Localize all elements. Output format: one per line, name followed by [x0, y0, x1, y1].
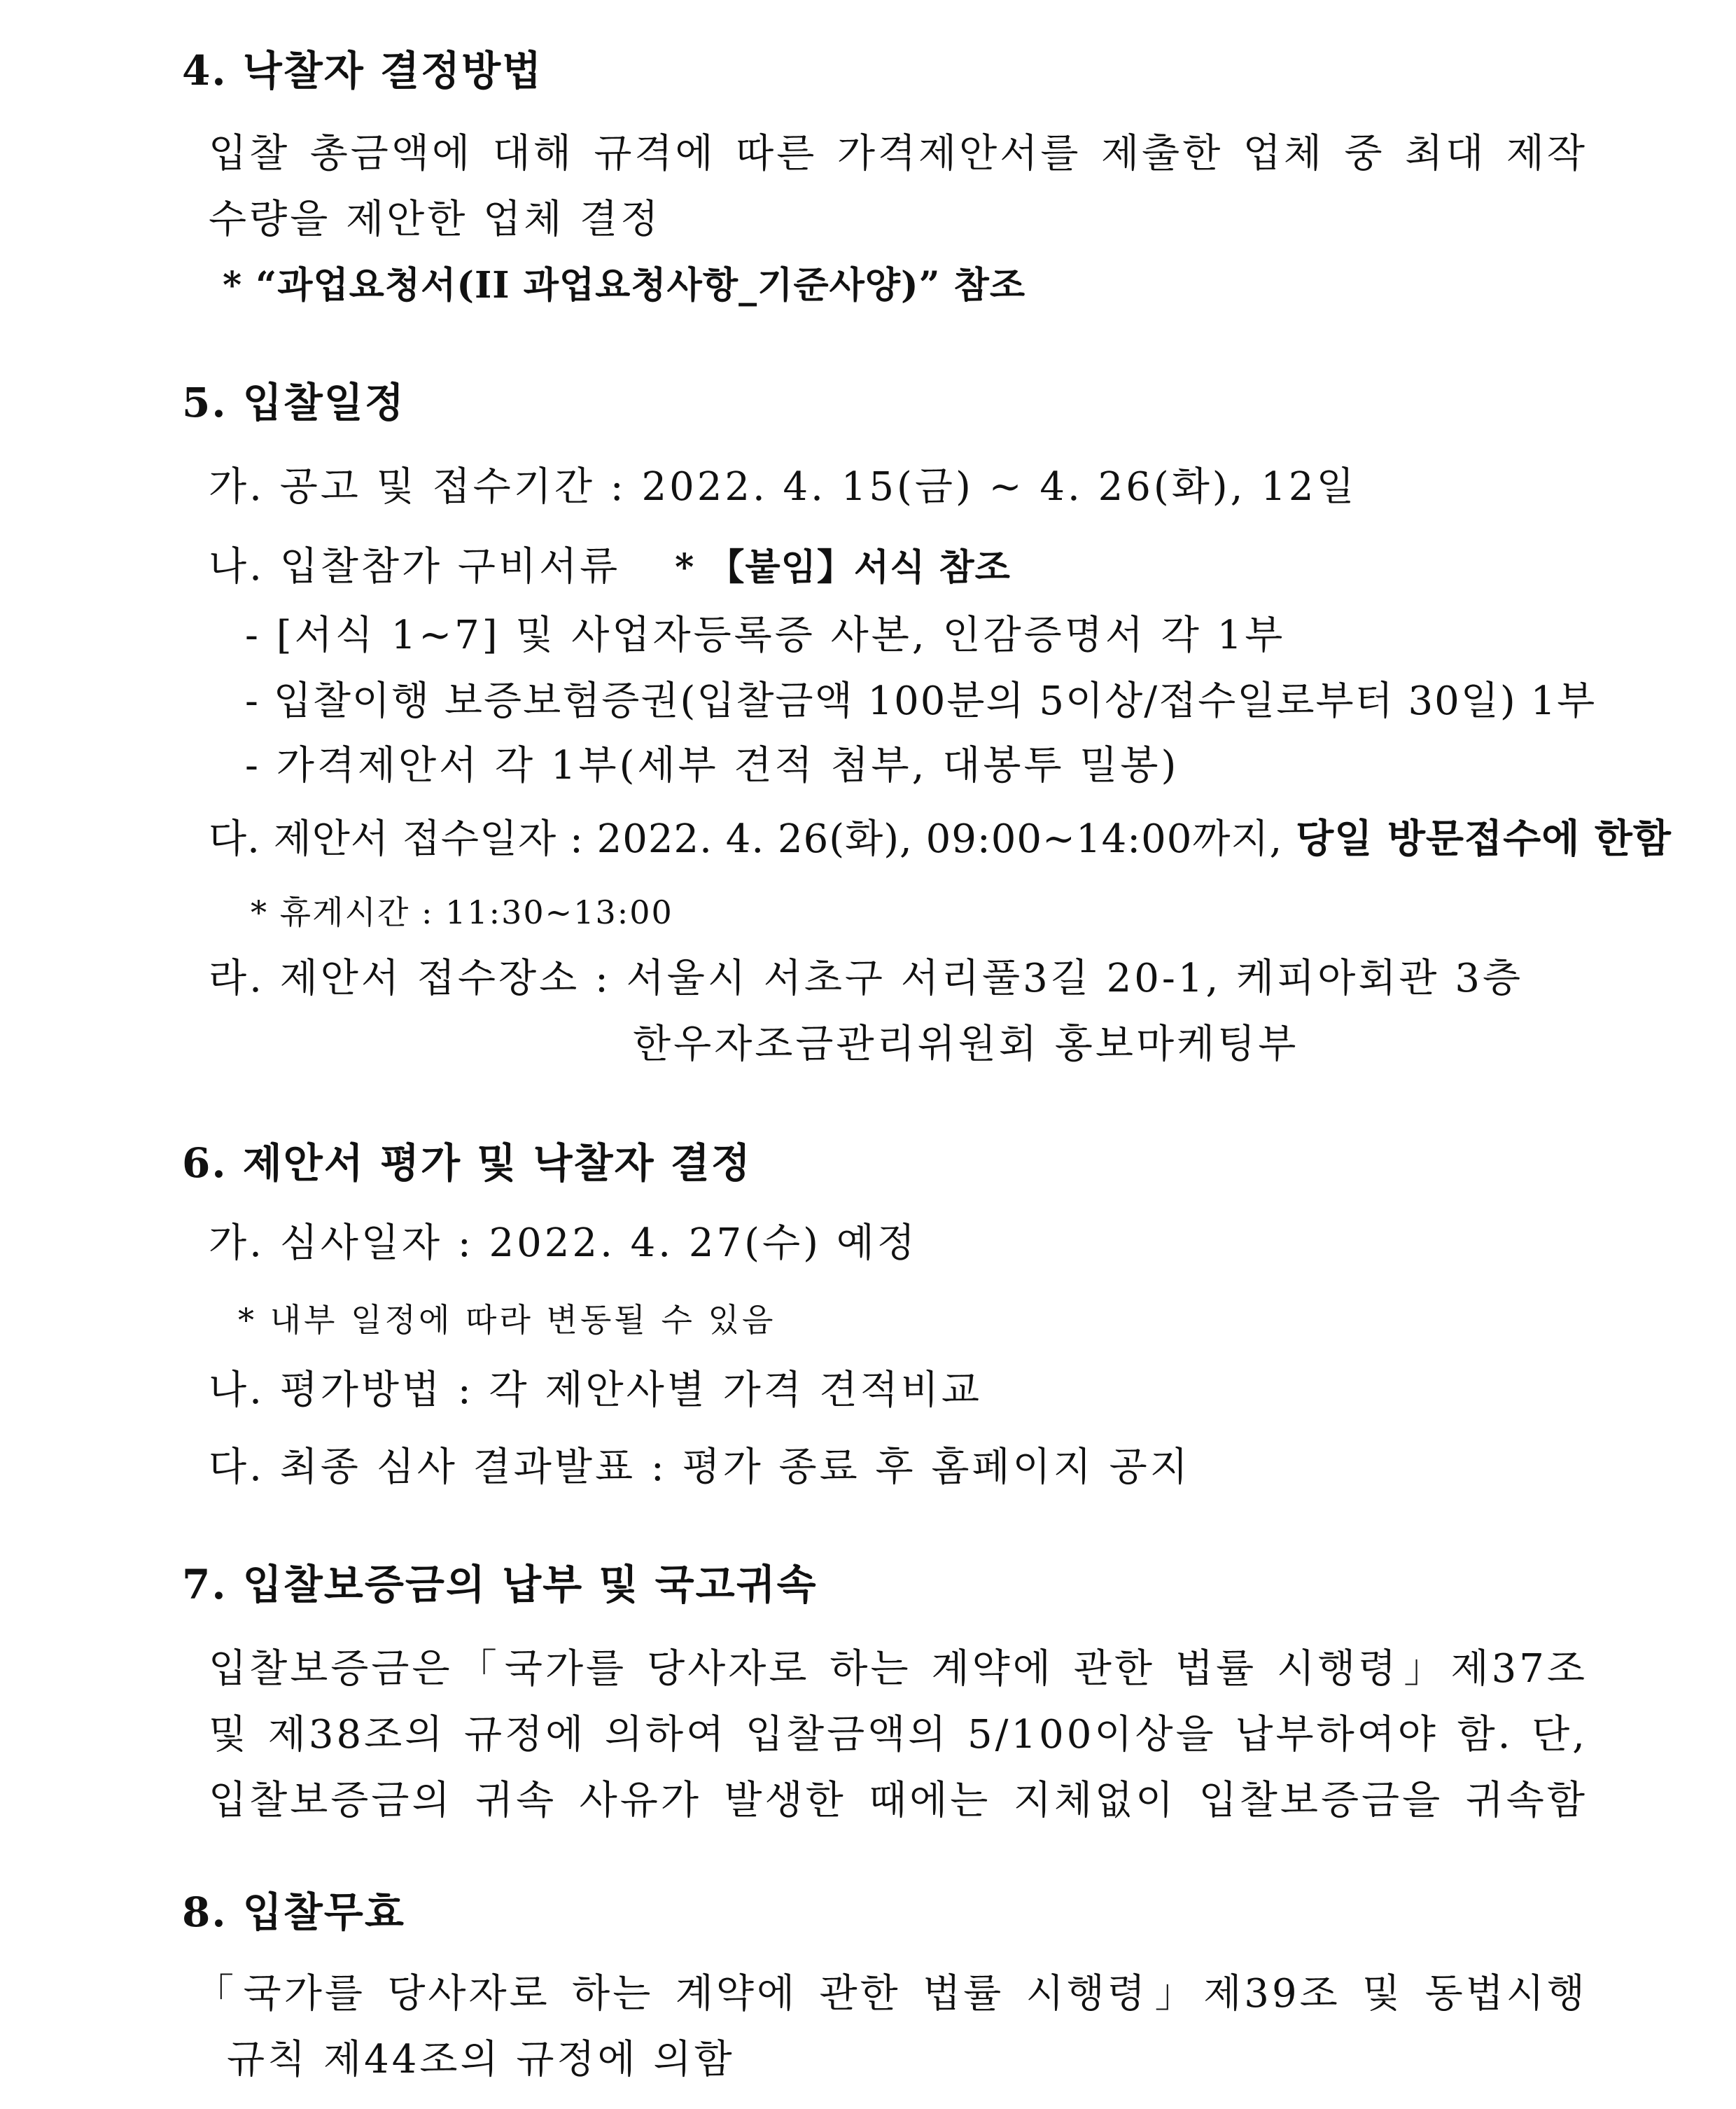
- section-5-item-na: [209, 544, 1011, 590]
- section-4-note: * “과업요청서(II 과업요청사항_기준사양)” 참조: [223, 264, 1026, 307]
- section-7-line-2: 및 제38조의 규정에 의하여 입찰금액의 5/100이상을 납부하여야 함. 단,: [209, 1712, 1588, 1758]
- section-5-item-na-note: * 【붙임】서식 참조: [675, 546, 1011, 589]
- section-8-line-2: 규칙 제44조의 규정에 의함: [227, 2037, 735, 2082]
- section-5-item-ga: 가. 공고 및 접수기간 : 2022. 4. 15(금) ~ 4. 26(화), 12일: [209, 464, 1357, 510]
- section-5-na-list-item: - [서식 1~7] 및 사업자등록증 사본, 인감증명서 각 1부: [245, 613, 1286, 658]
- section-5-item-da: [209, 816, 1672, 862]
- section-5-item-da-text: 다. 제안서 접수일자 : 2022. 4. 26(화), 09:00~14:00까지,: [209, 816, 1283, 862]
- section-8-heading: 8. 입찰무효: [182, 1888, 405, 1936]
- section-6-item-na: 나. 평가방법 : 각 제안사별 가격 견적비교: [209, 1367, 983, 1413]
- section-6-item-ga: 가. 심사일자 : 2022. 4. 27(수) 예정: [209, 1220, 918, 1266]
- section-5-na-list-item: - 가격제안서 각 1부(세부 견적 첨부, 대봉투 밀봉): [245, 743, 1180, 788]
- section-4-line-2: 수량을 제안한 업체 결정: [209, 197, 662, 242]
- section-5-da-note: * 휴게시간 : 11:30~13:00: [251, 893, 673, 931]
- section-8-line-1: 「국가를 당사자로 하는 계약에 관한 법률 시행령」제39조 및 동법시행: [195, 1971, 1588, 2017]
- section-6-ga-note: * 내부 일정에 따라 변동될 수 있음: [238, 1301, 776, 1339]
- section-7-heading: 7. 입찰보증금의 납부 및 국고귀속: [182, 1561, 818, 1608]
- section-5-item-ra-line-2: 한우자조금관리위원회 홍보마케팅부: [633, 1022, 1299, 1067]
- section-4-heading: 4. 낙찰자 결정방법: [182, 47, 543, 95]
- section-5-item-da-bold: 당일 방문접수에 한함: [1296, 816, 1672, 862]
- section-4-line-1: 입찰 총금액에 대해 규격에 따른 가격제안서를 제출한 업체 중 최대 제작: [209, 131, 1588, 176]
- section-6-item-da: 다. 최종 심사 결과발표 : 평가 종료 후 홈페이지 공지: [209, 1445, 1191, 1490]
- section-7-line-3: 입찰보증금의 귀속 사유가 발생한 때에는 지체없이 입찰보증금을 귀속함: [209, 1778, 1588, 1823]
- section-5-na-list-item: - 입찰이행 보증보험증권(입찰금액 100분의 5이상/접수일로부터 30일) 1부: [245, 678, 1597, 724]
- section-5-item-ra-line-1: 라. 제안서 접수장소 : 서울시 서초구 서리풀3길 20-1, 케피아회관 3층: [209, 956, 1524, 1001]
- section-5-heading: 5. 입찰일정: [182, 379, 405, 426]
- section-5-item-na-text: 나. 입찰참가 구비서류: [209, 544, 621, 590]
- section-6-heading: 6. 제안서 평가 및 낙찰자 결정: [182, 1139, 752, 1187]
- section-7-line-1: 입찰보증금은「국가를 당사자로 하는 계약에 관한 법률 시행령」제37조: [209, 1646, 1588, 1692]
